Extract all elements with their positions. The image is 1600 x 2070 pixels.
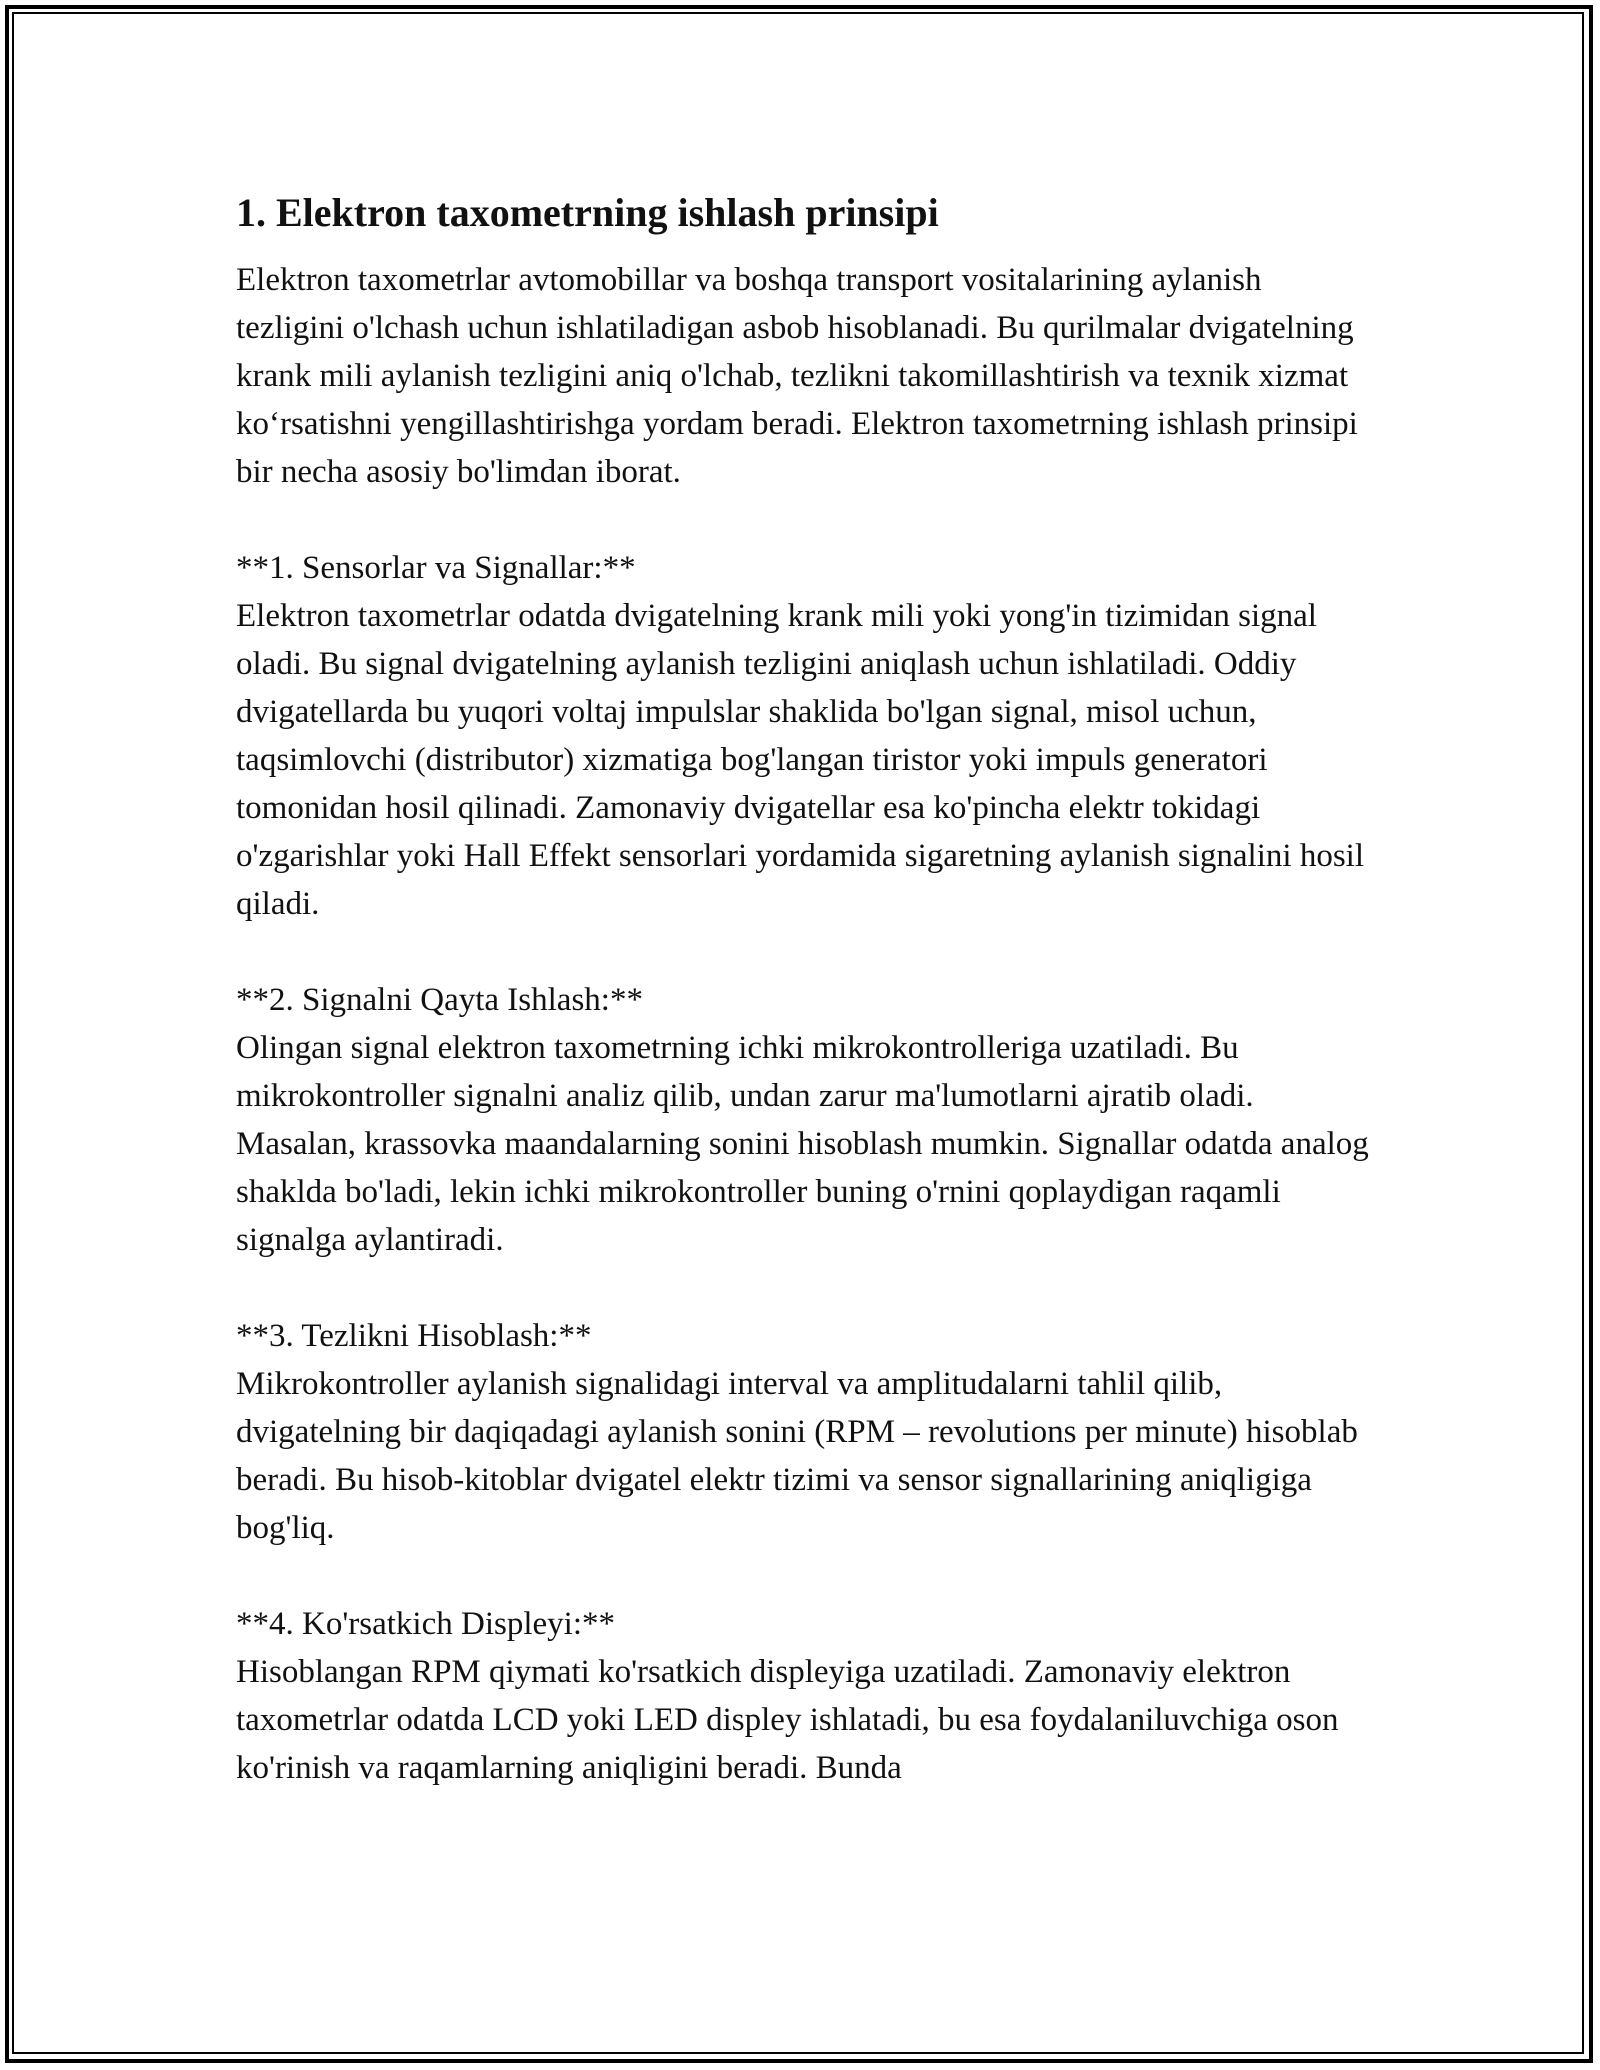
document-title: 1. Elektron taxometrning ishlash prinsipi: [236, 190, 939, 235]
section-body: Mikrokontroller aylanish signalidagi interval va amplitudalarni tahlil qilib, dvigatelning bir daqiqadagi aylanish sonini (RPM – revolutions per minute) hisoblab beradi. Bu hisob-kitoblar dvigatel elektr tizimi va sensor signallarining aniqligiga bog'liq.: [236, 1366, 1358, 1546]
section-display: [236, 1600, 1376, 1792]
section-body: Elektron taxometrlar odatda dvigatelning krank mili yoki yong'in tizimidan signal oladi. Bu signal dvigatelning aylanish tezligini aniqlash uchun ishlatiladi. Oddiy dvigatellarda bu yuqori voltaj impulslar shaklida bo'lgan signal, misol uchun, taqsimlovchi (distributor) xizmatiga bog'langan tiristor yoki impuls generatori tomonidan hosil qilinadi. Zamonaviy dvigatellar esa ko'pincha elektr tokidagi o'zgarishlar yoki Hall Effekt sensorlari yordamida sigaretning aylanish signalini hosil qiladi.: [236, 598, 1364, 922]
section-heading: **1. Sensorlar va Signallar:**: [236, 550, 636, 586]
section-body: Hisoblangan RPM qiymati ko'rsatkich displeyiga uzatiladi. Zamonaviy elektron taxometrlar odatda LCD yoki LED displey ishlatadi, bu esa foydalaniluvchiga oson ko'rinish va raqamlarning aniqligini beradi. Bunda: [236, 1654, 1339, 1786]
section-heading: **2. Signalni Qayta Ishlash:**: [236, 982, 643, 1018]
section-sensors: [236, 544, 1376, 928]
section-body: Olingan signal elektron taxometrning ichki mikrokontrolleriga uzatiladi. Bu mikrokontroller signalni analiz qilib, undan zarur ma'lumotlarni ajratib oladi. Masalan, krassovka maandalarning sonini hisoblash mumkin. Signallar odatda analog shaklda bo'ladi, lekin ichki mikrokontroller buning o'rnini qoplaydigan raqamli signalga aylantiradi.: [236, 1030, 1369, 1258]
section-heading: **4. Ko'rsatkich Displeyi:**: [236, 1606, 615, 1642]
section-heading: **3. Tezlikni Hisoblash:**: [236, 1318, 592, 1354]
section-speed-calculation: [236, 1312, 1376, 1552]
intro-paragraph: Elektron taxometrlar avtomobillar va boshqa transport vositalarining aylanish tezligini o'lchash uchun ishlatiladigan asbob hisoblanadi. Bu qurilmalar dvigatelning krank mili aylanish tezligini aniq o'lchab, tezlikni takomillashtirish va texnik xizmat ko‘rsatishni yengillashtirishga yordam beradi. Elektron taxometrning ishlash prinsipi bir necha asosiy bo'limdan iborat.: [236, 262, 1358, 490]
document-body: [236, 188, 1376, 1792]
section-signal-processing: [236, 976, 1376, 1264]
